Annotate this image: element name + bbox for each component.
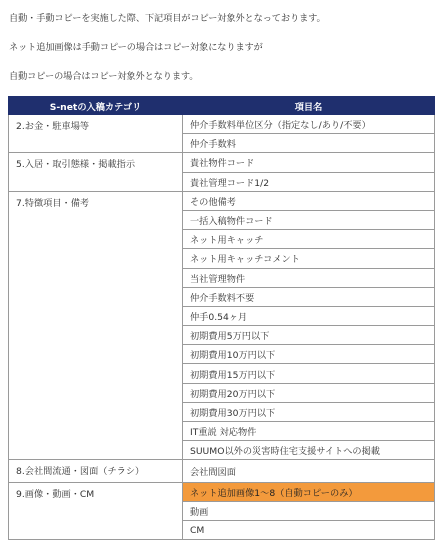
item-cell: IT重説 対応物件 (183, 422, 435, 441)
item-cell: ネット用キャッチ (183, 230, 435, 249)
category-cell: 9.画像・動画・CM (9, 482, 183, 540)
item-cell: 仲介手数料単位区分（指定なし/あり/不要） (183, 115, 435, 134)
item-cell: 一括入稿物件コード (183, 210, 435, 229)
item-cell: 初期費用15万円以下 (183, 364, 435, 383)
item-cell: 仲介手数料不要 (183, 287, 435, 306)
item-cell: 会社間図面 (183, 460, 435, 482)
item-cell: その他備考 (183, 191, 435, 210)
category-cell: 7.特徴項目・備考 (9, 191, 183, 460)
intro-line-2: ネット追加画像は手動コピーの場合はコピー対象になりますが (9, 42, 263, 53)
item-cell: 初期費用5万円以下 (183, 326, 435, 345)
excluded-items-table (8, 96, 435, 540)
item-cell: 仲介手数料 (183, 134, 435, 153)
category-cell: 2.お金・駐車場等 (9, 115, 183, 153)
item-cell: 初期費用30万円以下 (183, 402, 435, 421)
category-cell: 5.入居・取引態様・掲載指示 (9, 153, 183, 191)
category-cell: 8.会社間流通・図面（チラシ） (9, 460, 183, 482)
item-cell: 初期費用10万円以下 (183, 345, 435, 364)
item-cell: 貴社管理コード1/2 (183, 172, 435, 191)
item-cell: CM (183, 520, 435, 539)
table-header-row (9, 97, 435, 115)
item-cell: 貴社物件コード (183, 153, 435, 172)
item-cell: ネット用キャッチコメント (183, 249, 435, 268)
table-row (9, 191, 435, 210)
table-row (9, 482, 435, 501)
table-row (9, 153, 435, 172)
item-cell: 当社管理物件 (183, 268, 435, 287)
table-row (9, 115, 435, 134)
table-row (9, 460, 435, 482)
item-cell: SUUMO以外の災害時住宅支援サイトへの掲載 (183, 441, 435, 460)
item-column-header: 項目名 (183, 97, 435, 115)
table-body (9, 115, 435, 540)
item-cell: 仲手0.54ヶ月 (183, 306, 435, 325)
intro-line-1: 自動・手動コピーを実施した際、下記項目がコピー対象外となっております。 (9, 13, 326, 24)
item-cell: ネット追加画像1～8（自動コピーのみ） (183, 482, 435, 501)
item-cell: 初期費用20万円以下 (183, 383, 435, 402)
category-column-header: S-netの入稿カテゴリ (9, 97, 183, 115)
item-cell: 動画 (183, 501, 435, 520)
intro-line-3: 自動コピーの場合はコピー対象外となります。 (9, 71, 199, 82)
